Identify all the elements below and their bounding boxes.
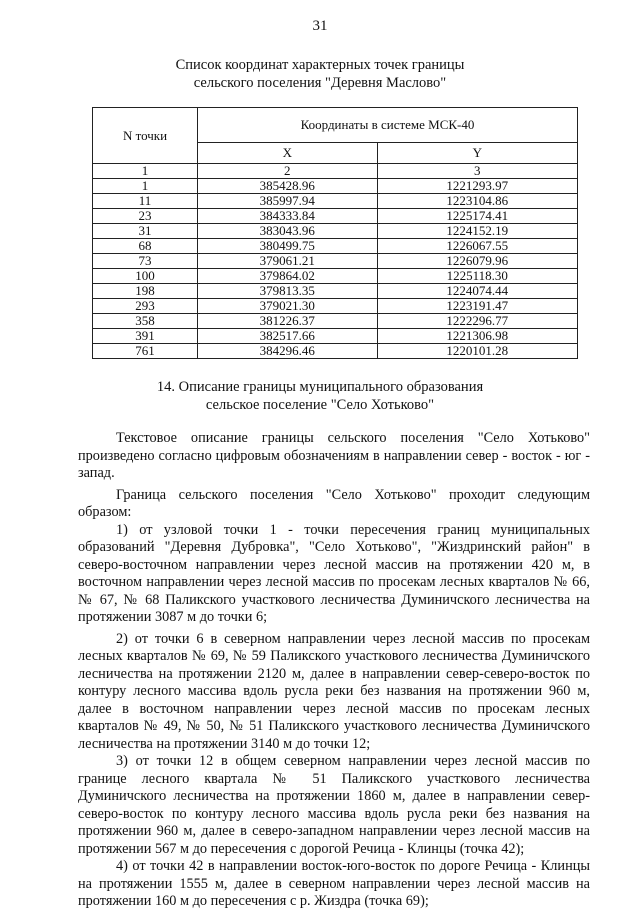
- cell-y: 1225118.30: [377, 269, 577, 284]
- table-title: [0, 56, 640, 92]
- cell-x: 379813.35: [198, 284, 378, 299]
- cell-point: 391: [93, 329, 198, 344]
- table-row: [93, 299, 578, 314]
- cell-point: 11: [93, 194, 198, 209]
- cell-y: 1222296.77: [377, 314, 577, 329]
- table-row: [93, 314, 578, 329]
- cell-y: 1224152.19: [377, 224, 577, 239]
- section-title-line-2: сельское поселение "Село Хотьково": [205, 397, 435, 413]
- table-row: [93, 269, 578, 284]
- cell-point: 358: [93, 314, 198, 329]
- table-row: [93, 284, 578, 299]
- page-number: 31: [312, 18, 328, 34]
- paragraph-intro: Текстовое описание границы сельского поселения "Село Хотьково" произведено согласно цифровым обозначениям в направлении север - восток - юг - запад.: [78, 430, 590, 481]
- table-row: [93, 239, 578, 254]
- cell-x: 384333.84: [198, 209, 378, 224]
- cell-point: 23: [93, 209, 198, 224]
- cell-y: 1224074.44: [377, 284, 577, 299]
- header-point-number: N точки: [93, 108, 198, 164]
- coordinates-table: [92, 107, 578, 359]
- table-row: [93, 329, 578, 344]
- table-row: [93, 179, 578, 194]
- cell-x: 381226.37: [198, 314, 378, 329]
- cell-x: 382517.66: [198, 329, 378, 344]
- cell-x: 385428.96: [198, 179, 378, 194]
- cell-x: 384296.46: [198, 344, 378, 359]
- column-number-3: 3: [377, 164, 577, 179]
- cell-y: 1225174.41: [377, 209, 577, 224]
- cell-point: 100: [93, 269, 198, 284]
- cell-x: 379061.21: [198, 254, 378, 269]
- table-title-line-2: сельского поселения "Деревня Маслово": [193, 75, 447, 91]
- table-row: [93, 194, 578, 209]
- cell-y: 1223191.47: [377, 299, 577, 314]
- cell-y: 1221306.98: [377, 329, 577, 344]
- table-title-line-1: Список координат характерных точек границы: [175, 57, 465, 73]
- cell-y: 1220101.28: [377, 344, 577, 359]
- cell-point: 73: [93, 254, 198, 269]
- paragraph-lead: Граница сельского поселения "Село Хотьково" проходит следующим образом:: [78, 486, 590, 520]
- header-coordinate-system: Координаты в системе МСК-40: [198, 108, 578, 143]
- paragraph-item-2: 2) от точки 6 в северном направлении через лесной массив по просекам лесных кварталов № 69, № 59 Паликского участкового лесничества Думиничского лесничества на протяжении 2120 м, далее в направлении север-северо-восток по контуру лесного массива вдоль русла реки без названия на протяжении 960 м, далее в восточном направлении через лесной массив по просекам лесных кварталов № 49, № 50, № 51 Паликского участкового лесничества Думиничского лесничества на протяжении 3140 м до точки 12;: [78, 630, 590, 752]
- cell-y: 1226067.55: [377, 239, 577, 254]
- paragraph-item-4: 4) от точки 42 в направлении восток-юго-восток по дороге Речица - Клинцы на протяжении 1555 м, далее в северном направлении через лесной массив на протяжении 160 м до пересечения с р. Жиздра (точка 69);: [78, 858, 590, 909]
- cell-point: 1: [93, 179, 198, 194]
- table-row: [93, 209, 578, 224]
- cell-x: 380499.75: [198, 239, 378, 254]
- header-x: X: [198, 143, 378, 164]
- column-number-2: 2: [198, 164, 378, 179]
- cell-point: 293: [93, 299, 198, 314]
- cell-y: 1221293.97: [377, 179, 577, 194]
- cell-x: 379864.02: [198, 269, 378, 284]
- table-row: [93, 254, 578, 269]
- section-title: [0, 378, 640, 414]
- cell-y: 1223104.86: [377, 194, 577, 209]
- table-row: [93, 224, 578, 239]
- cell-x: 385997.94: [198, 194, 378, 209]
- paragraph-item-1: 1) от узловой точки 1 - точки пересечения границ муниципальных образований "Деревня Дубровка", "Село Хотьково", "Жиздринский район" в северо-восточном направлении через лесной массив на протяжении 420 м, в восточном направлении через лесной массив по просекам лесных кварталов № 66, № 67, № 68 Паликского участкового лесничества Думиничского лесничества на протяжении 3087 м до точки 6;: [78, 521, 590, 625]
- table-row: [93, 344, 578, 359]
- cell-x: 379021.30: [198, 299, 378, 314]
- boundary-description: [78, 430, 590, 911]
- header-y: Y: [377, 143, 577, 164]
- cell-point: 68: [93, 239, 198, 254]
- column-number-1: 1: [93, 164, 198, 179]
- cell-x: 383043.96: [198, 224, 378, 239]
- section-title-line-1: 14. Описание границы муниципального образования: [156, 379, 484, 395]
- cell-point: 31: [93, 224, 198, 239]
- cell-y: 1226079.96: [377, 254, 577, 269]
- cell-point: 198: [93, 284, 198, 299]
- cell-point: 761: [93, 344, 198, 359]
- paragraph-item-3: 3) от точки 12 в общем северном направлении через лесной массив по границе лесного квартала № 51 Паликского участкового лесничества Думиничского лесничества на протяжении 1860 м, далее в направлении север-северо-восток по контуру лесного массива вдоль русла реки без названия на протяжении 960 м, далее в северо-западном направлении через лесной массив на протяжении 567 м до пересечения с дорогой Речица - Клинцы (точка 42);: [78, 753, 590, 857]
